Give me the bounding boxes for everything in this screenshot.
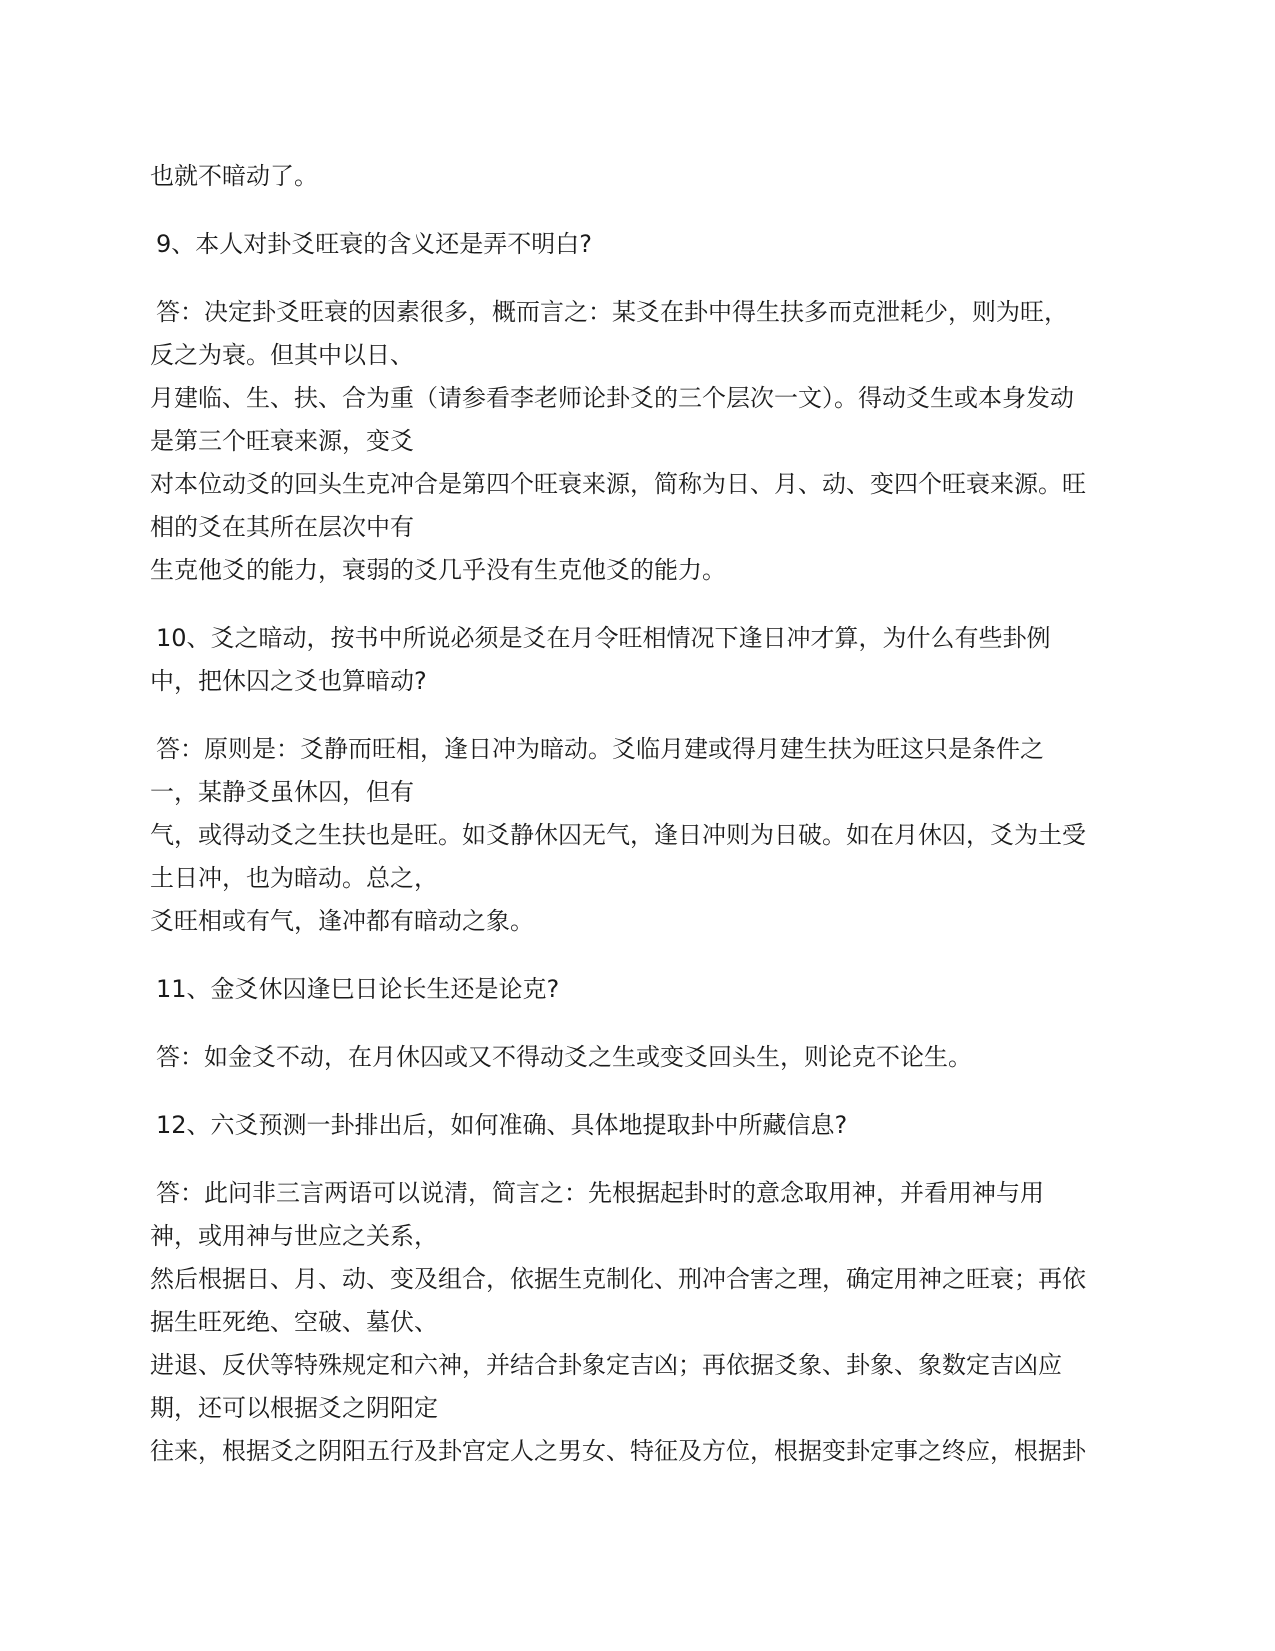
question-10: [150, 617, 1130, 703]
text-line: 反之为衰。但其中以日、: [150, 341, 414, 369]
text-line: 答：此问非三言两语可以说清，简言之：先根据起卦时的意念取用神，并看用神与用: [156, 1179, 1044, 1207]
question-12: [150, 1104, 1130, 1147]
text-line: 土日冲，也为暗动。总之，: [150, 864, 438, 892]
text-line: 答：如金爻不动，在月休囚或又不得动爻之生或变爻回头生，则论克不论生。: [156, 1043, 972, 1071]
text-line: 月建临、生、扶、合为重（请参看李老师论卦爻的三个层次一文）。得动爻生或本身发动: [150, 384, 1074, 412]
text-line: 一，某静爻虽休囚，但有: [150, 778, 414, 806]
answer-11: [150, 1036, 1130, 1079]
text-line: 答：原则是：爻静而旺相，逢日冲为暗动。爻临月建或得月建生扶为旺这只是条件之: [156, 735, 1044, 763]
text-line: 期，还可以根据爻之阴阳定: [150, 1394, 438, 1422]
text-line: 9、本人对卦爻旺衰的含义还是弄不明白?: [156, 230, 593, 258]
text-line: 12、六爻预测一卦排出后，如何准确、具体地提取卦中所藏信息?: [156, 1111, 848, 1139]
answer-10: [150, 728, 1130, 943]
answer-12: [150, 1172, 1130, 1473]
text-line: 进退、反伏等特殊规定和六神，并结合卦象定吉凶；再依据爻象、卦象、象数定吉凶应: [150, 1351, 1062, 1379]
text-line: 据生旺死绝、空破、墓伏、: [150, 1308, 438, 1336]
text-line: 神，或用神与世应之关系，: [150, 1222, 438, 1250]
paragraph-continuation: [150, 155, 1130, 198]
text-line: 生克他爻的能力，衰弱的爻几乎没有生克他爻的能力。: [150, 556, 726, 584]
text-line: 也就不暗动了。: [150, 162, 318, 190]
document-page: [150, 155, 1130, 1498]
text-line: 相的爻在其所在层次中有: [150, 513, 414, 541]
text-line: 气，或得动爻之生扶也是旺。如爻静休囚无气，逢日冲则为日破。如在月休囚，爻为土受: [150, 821, 1086, 849]
text-line: 11、金爻休囚逢巳日论长生还是论克?: [156, 975, 560, 1003]
text-line: 10、爻之暗动，按书中所说必须是爻在月令旺相情况下逢日冲才算，为什么有些卦例: [156, 624, 1051, 652]
text-line: 中，把休囚之爻也算暗动?: [150, 667, 427, 695]
question-11: [150, 968, 1130, 1011]
text-line: 然后根据日、月、动、变及组合，依据生克制化、刑冲合害之理，确定用神之旺衰；再依: [150, 1265, 1086, 1293]
answer-9: [150, 291, 1130, 592]
text-line: 对本位动爻的回头生克冲合是第四个旺衰来源，简称为日、月、动、变四个旺衰来源。旺: [150, 470, 1086, 498]
text-line: 往来，根据爻之阴阳五行及卦宫定人之男女、特征及方位，根据变卦定事之终应，根据卦: [150, 1437, 1086, 1465]
text-line: 爻旺相或有气，逢冲都有暗动之象。: [150, 907, 534, 935]
text-line: 答：决定卦爻旺衰的因素很多，概而言之：某爻在卦中得生扶多而克泄耗少，则为旺，: [156, 298, 1068, 326]
question-9: [150, 223, 1130, 266]
text-line: 是第三个旺衰来源，变爻: [150, 427, 414, 455]
